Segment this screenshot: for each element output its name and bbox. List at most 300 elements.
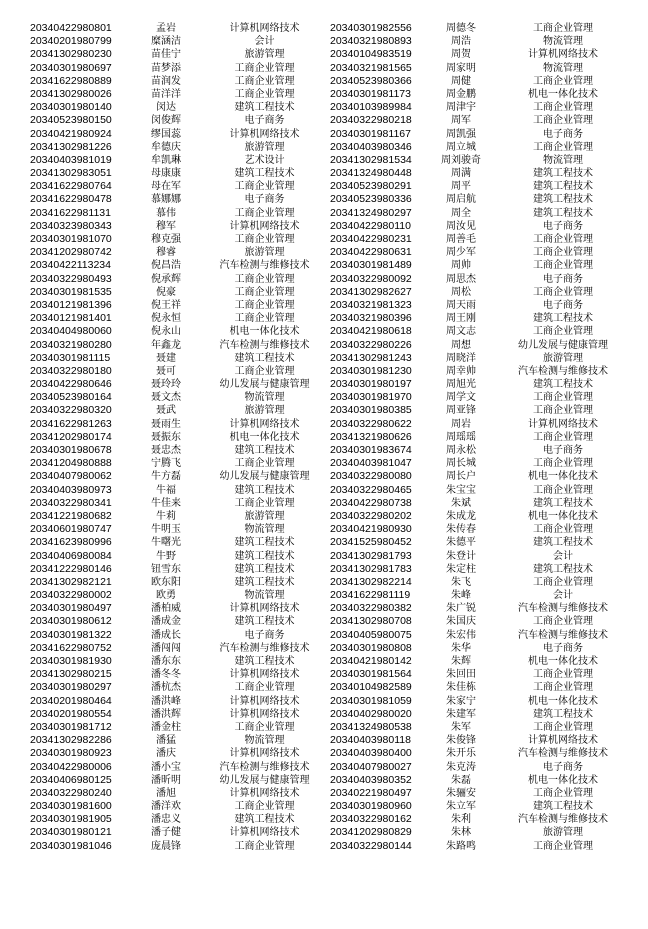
student-id-cell: 20341302982286: [30, 734, 112, 747]
student-name-cell: 周贺: [451, 49, 471, 61]
student-id-cell: 20340422980631: [330, 246, 412, 259]
student-id-cell: 20340422113234: [30, 259, 111, 272]
table-row: [30, 708, 327, 721]
student-id-cell: 20340403981047: [330, 457, 412, 470]
student-id-cell: 20340403981019: [30, 153, 112, 166]
student-name-cell: 欧勇: [156, 590, 176, 602]
student-id-cell: 20341321980626: [330, 430, 412, 443]
right-column: [330, 22, 638, 853]
student-name-cell: 周瑶瑶: [446, 431, 476, 443]
table-row: [330, 75, 638, 88]
table-row: [30, 325, 327, 338]
student-id-cell: 20341302981226: [30, 140, 112, 153]
table-row: [30, 154, 327, 167]
student-name-cell: 周家明: [446, 62, 476, 74]
student-name-cell: 倪豪: [156, 286, 176, 298]
major-cell: 建筑工程技术: [533, 207, 593, 219]
student-id-cell: 20340301980140: [30, 101, 112, 114]
student-name-cell: 糜涵洁: [151, 36, 181, 48]
student-name-cell: 牛莉: [156, 510, 176, 522]
table-row: [330, 813, 638, 826]
student-id-cell: 20340406980084: [30, 549, 112, 562]
student-id-cell: 20341622981131: [30, 206, 111, 219]
student-id-cell: 20340403980118: [330, 734, 411, 747]
major-cell: 工商企业管理: [234, 286, 295, 298]
student-name-cell: 潘子健: [151, 827, 181, 839]
major-cell: 工商企业管理: [533, 102, 593, 114]
student-name-cell: 周长城: [446, 458, 476, 470]
table-row: [30, 352, 327, 365]
table-row: [30, 88, 327, 101]
table-row: [30, 141, 327, 154]
student-name-cell: 潘东东: [151, 656, 181, 667]
major-cell: 工商企业管理: [533, 669, 593, 681]
student-name-cell: 周天雨: [446, 299, 476, 311]
student-id-cell: 20341302980215: [30, 668, 112, 681]
table-row: [330, 602, 638, 615]
student-id-cell: 20340523980336: [330, 193, 412, 206]
student-name-cell: 朱立军: [446, 801, 476, 813]
table-row: [330, 325, 638, 338]
student-name-cell: 周健: [451, 75, 471, 87]
table-row: [330, 48, 638, 61]
student-id-cell: 20340301981059: [330, 694, 412, 707]
table-row: [30, 259, 327, 272]
student-id-cell: 20340421980924: [30, 127, 112, 140]
major-cell: 幼儿发展与健康管理: [219, 379, 310, 391]
table-row: [30, 457, 327, 470]
table-row: [330, 114, 638, 127]
major-cell: 物流管理: [244, 590, 285, 602]
student-id-cell: 20340104982589: [330, 681, 412, 694]
student-id-cell: 20341622981119: [330, 589, 411, 602]
table-row: [330, 470, 638, 483]
student-id-cell: 20340321980280: [30, 338, 112, 351]
major-cell: 工商企业管理: [234, 682, 295, 694]
major-cell: 工商企业管理: [533, 260, 593, 272]
major-cell: 工商企业管理: [533, 616, 593, 628]
student-id-cell: 20340322980226: [330, 338, 412, 351]
table-row: [330, 826, 638, 839]
student-name-cell: 宁腾飞: [151, 458, 181, 470]
student-name-cell: 聂振东: [151, 431, 181, 443]
table-row: [30, 418, 327, 431]
major-cell: 计算机网络技术: [229, 748, 300, 760]
table-row: [330, 101, 638, 114]
student-name-cell: 聂忠杰: [151, 445, 181, 456]
student-name-cell: 倪永恒: [151, 313, 181, 325]
major-cell: 汽车检测与维修技术: [219, 260, 310, 272]
table-row: [330, 787, 638, 800]
student-id-cell: 20340322980202: [330, 509, 412, 522]
table-row: [30, 35, 327, 48]
major-cell: 工商企业管理: [234, 497, 295, 509]
major-cell: 旅游管理: [244, 49, 285, 61]
student-name-cell: 朱峰: [451, 590, 471, 602]
student-id-cell: 20340404980060: [30, 325, 112, 338]
major-cell: 工商企业管理: [234, 207, 295, 219]
major-cell: 物流管理: [543, 36, 583, 48]
student-id-cell: 20340321981565: [330, 61, 412, 74]
major-cell: 建筑工程技术: [234, 616, 295, 628]
student-id-cell: 20340322980341: [30, 496, 112, 509]
table-row: [30, 629, 327, 642]
major-cell: 汽车检测与维修技术: [219, 761, 310, 773]
table-row: [330, 62, 638, 75]
major-cell: 计算机网络技术: [229, 603, 300, 615]
table-row: [30, 62, 327, 75]
table-row: [330, 431, 638, 444]
table-row: [30, 510, 327, 523]
table-row: [330, 154, 638, 167]
student-id-cell: 20341525980452: [330, 536, 412, 549]
student-id-cell: 20341202980742: [30, 246, 112, 259]
student-name-cell: 朱广锐: [446, 603, 476, 615]
table-row: [30, 774, 327, 787]
student-id-cell: 20340301980197: [330, 378, 412, 391]
student-name-cell: 周幸帅: [446, 365, 476, 377]
student-id-cell: 20340301980808: [330, 641, 412, 654]
student-name-cell: 周思杰: [446, 273, 476, 285]
major-cell: 汽车检测与维修技术: [518, 603, 608, 615]
student-id-cell: 20340301980960: [330, 800, 412, 813]
major-cell: 工商企业管理: [533, 75, 593, 87]
student-name-cell: 孟岩: [156, 23, 176, 34]
student-name-cell: 倪王祥: [151, 299, 181, 311]
major-cell: 电子商务: [543, 128, 583, 140]
major-cell: 工商企业管理: [234, 365, 295, 377]
student-name-cell: 周旭光: [446, 379, 476, 391]
student-name-cell: 朱建军: [446, 708, 476, 720]
major-cell: 物流管理: [543, 62, 583, 74]
student-name-cell: 聂文杰: [151, 392, 181, 404]
student-name-cell: 慕娜娜: [151, 194, 181, 206]
major-cell: 工商企业管理: [533, 787, 593, 799]
student-name-cell: 周凯强: [446, 128, 476, 140]
student-name-cell: 年鑫龙: [151, 339, 181, 351]
student-id-cell: 20341222980146: [30, 562, 112, 575]
major-cell: 工商企业管理: [533, 141, 593, 153]
table-row: [330, 655, 638, 668]
major-cell: 计算机网络技术: [229, 128, 300, 140]
major-cell: 建筑工程技术: [234, 445, 295, 456]
major-cell: 物流管理: [543, 154, 583, 166]
student-name-cell: 周浩: [451, 36, 471, 48]
major-cell: 机电一体化技术: [229, 326, 300, 338]
table-row: [330, 444, 638, 457]
major-cell: 计算机网络技术: [229, 23, 300, 34]
table-row: [30, 180, 327, 193]
student-name-cell: 朱成龙: [446, 510, 476, 522]
student-name-cell: 周学文: [446, 392, 476, 404]
table-row: [330, 734, 638, 747]
major-cell: 工商企业管理: [533, 682, 593, 694]
student-id-cell: 20340322980622: [330, 417, 412, 430]
student-name-cell: 母在军: [151, 181, 181, 193]
student-name-cell: 潘洪辉: [151, 708, 181, 720]
student-id-cell: 20340301981712: [30, 720, 112, 733]
table-row: [330, 259, 638, 272]
major-cell: 机电一体化技术: [528, 695, 598, 707]
table-row: [330, 550, 638, 563]
student-id-cell: 20341302983051: [30, 167, 112, 180]
student-name-cell: 聂雨生: [151, 418, 181, 430]
student-id-cell: 20341221980682: [30, 509, 112, 522]
student-name-cell: 周全: [451, 207, 471, 219]
student-name-cell: 朱开乐: [446, 748, 476, 760]
student-name-cell: 周长户: [446, 471, 476, 483]
student-id-cell: 20341324980448: [330, 167, 412, 180]
student-name-cell: 钮雪东: [151, 563, 181, 575]
student-id-cell: 20340422980646: [30, 378, 112, 391]
student-id-cell: 20340422980738: [330, 496, 412, 509]
student-id-cell: 20340403980352: [330, 773, 412, 786]
table-row: [30, 497, 327, 510]
table-row: [30, 128, 327, 141]
major-cell: 工商企业管理: [533, 721, 593, 733]
student-name-cell: 周善毛: [446, 234, 476, 245]
student-id-cell: 20340322980092: [330, 272, 412, 285]
student-id-cell: 20340301983674: [330, 444, 412, 456]
student-id-cell: 20340321980396: [330, 312, 412, 325]
student-id-cell: 20340301981930: [30, 655, 112, 667]
student-name-cell: 闵俊辉: [151, 115, 181, 127]
student-id-cell: 20341302981793: [330, 549, 412, 562]
student-id-cell: 20340221980497: [330, 786, 412, 799]
student-name-cell: 母康康: [151, 168, 181, 180]
student-name-cell: 朱磊: [451, 774, 471, 786]
table-row: [330, 761, 638, 774]
major-cell: 物流管理: [244, 392, 285, 404]
student-id-cell: 20340322980180: [30, 364, 112, 377]
table-row: [30, 233, 327, 246]
table-row: [330, 615, 638, 628]
student-name-cell: 聂可: [156, 365, 176, 377]
table-row: [30, 286, 327, 299]
student-name-cell: 庞晨锋: [151, 840, 181, 852]
student-id-cell: 20340301980121: [30, 826, 112, 839]
table-row: [330, 378, 638, 391]
major-cell: 建筑工程技术: [234, 102, 295, 114]
table-row: [330, 800, 638, 813]
table-row: [330, 312, 638, 325]
student-id-cell: 20341623980996: [30, 536, 112, 549]
table-row: [30, 167, 327, 180]
major-cell: 建筑工程技术: [533, 497, 593, 509]
major-cell: 会计: [254, 36, 275, 48]
student-name-cell: 朱斌: [451, 497, 471, 509]
student-name-cell: 周立城: [446, 141, 476, 153]
left-column: [30, 22, 327, 853]
student-name-cell: 朱军: [451, 721, 471, 733]
student-name-cell: 潘洋欢: [151, 801, 181, 813]
student-id-cell: 20340104983519: [330, 48, 412, 61]
student-name-cell: 朱飞: [451, 576, 471, 588]
major-cell: 建筑工程技术: [234, 352, 295, 364]
table-row: [30, 75, 327, 88]
major-cell: 工商企业管理: [234, 299, 295, 311]
major-cell: 建筑工程技术: [234, 168, 295, 180]
major-cell: 计算机网络技术: [229, 220, 300, 232]
table-row: [30, 523, 327, 536]
student-id-cell: 20340201980799: [30, 35, 112, 48]
table-row: [330, 484, 638, 497]
student-name-cell: 闵达: [156, 102, 176, 114]
student-id-cell: 20341302981783: [330, 562, 412, 575]
student-name-cell: 牛福: [156, 484, 176, 496]
table-row: [30, 484, 327, 497]
major-cell: 电子商务: [543, 445, 583, 456]
table-row: [330, 681, 638, 694]
student-name-cell: 朱宝宝: [446, 484, 476, 496]
major-cell: 机电一体化技术: [528, 774, 598, 786]
student-name-cell: 周津宇: [446, 102, 476, 114]
student-id-cell: 20340403980400: [330, 747, 412, 760]
student-name-cell: 周帅: [451, 260, 471, 272]
student-name-cell: 周刘骏奇: [441, 154, 481, 166]
student-name-cell: 周永松: [446, 445, 476, 456]
student-id-cell: 20340407980027: [330, 760, 412, 773]
major-cell: 机电一体化技术: [229, 431, 300, 443]
major-cell: 工商企业管理: [234, 313, 295, 325]
table-row: [30, 655, 327, 668]
student-name-cell: 潘洪峰: [151, 695, 181, 707]
major-cell: 旅游管理: [244, 510, 285, 522]
student-id-cell: 20340301981070: [30, 233, 112, 245]
student-name-cell: 慕伟: [156, 207, 176, 219]
major-cell: 电子商务: [543, 273, 583, 285]
major-cell: 汽车检测与维修技术: [219, 339, 310, 351]
major-cell: 机电一体化技术: [528, 510, 598, 522]
table-row: [330, 747, 638, 760]
student-id-cell: 20340421980142: [330, 655, 412, 667]
student-name-cell: 周军: [451, 115, 471, 127]
student-name-cell: 牛佳来: [151, 497, 181, 509]
major-cell: 工商企业管理: [234, 273, 295, 285]
major-cell: 计算机网络技术: [229, 708, 300, 720]
table-row: [30, 404, 327, 417]
student-id-cell: 20340301980697: [30, 61, 112, 74]
table-row: [30, 378, 327, 391]
major-cell: 工商企业管理: [234, 458, 295, 470]
table-row: [30, 615, 327, 628]
table-row: [30, 101, 327, 114]
table-row: [330, 88, 638, 101]
table-row: [30, 220, 327, 233]
table-row: [330, 22, 638, 35]
major-cell: 幼儿发展与健康管理: [219, 471, 310, 483]
student-name-cell: 潘柏威: [151, 603, 181, 615]
student-id-cell: 20340301980678: [30, 444, 112, 456]
table-row: [330, 721, 638, 734]
student-name-cell: 潘小宝: [151, 761, 181, 773]
student-name-cell: 潘金柱: [151, 721, 181, 733]
major-cell: 工商企业管理: [234, 88, 295, 100]
student-name-cell: 朱传春: [446, 524, 476, 536]
major-cell: 工商企业管理: [533, 286, 593, 298]
table-row: [30, 22, 327, 35]
table-row: [330, 457, 638, 470]
student-id-cell: 20340422980006: [30, 760, 112, 773]
table-row: [330, 233, 638, 246]
table-row: [30, 536, 327, 549]
student-id-cell: 20340301981564: [330, 668, 412, 681]
table-row: [30, 563, 327, 576]
student-name-cell: 潘旭: [156, 787, 176, 799]
student-id-cell: 20340523980164: [30, 391, 112, 404]
student-name-cell: 朱克涛: [446, 761, 476, 773]
table-row: [30, 550, 327, 563]
table-row: [330, 128, 638, 141]
student-id-cell: 20341302982121: [30, 575, 112, 588]
table-row: [330, 536, 638, 549]
student-name-cell: 潘庆: [156, 748, 176, 760]
student-id-cell: 20340406980125: [30, 773, 112, 786]
major-cell: 会计: [553, 590, 573, 602]
student-name-cell: 苗洋洋: [151, 88, 181, 100]
major-cell: 物流管理: [244, 735, 285, 747]
student-name-cell: 朱利: [451, 814, 471, 826]
student-id-cell: 20340322980382: [330, 602, 412, 615]
student-name-cell: 朱登计: [446, 550, 476, 562]
table-row: [330, 708, 638, 721]
table-row: [330, 840, 638, 853]
student-id-cell: 20340322980218: [330, 114, 412, 127]
table-row: [30, 312, 327, 325]
major-cell: 建筑工程技术: [533, 194, 593, 206]
student-name-cell: 穆军: [156, 220, 176, 232]
major-cell: 旅游管理: [244, 405, 285, 417]
table-row: [330, 418, 638, 431]
student-name-cell: 周晓洋: [446, 352, 476, 364]
major-cell: 建筑工程技术: [234, 550, 295, 562]
major-cell: 物流管理: [244, 524, 285, 536]
major-cell: 建筑工程技术: [234, 576, 295, 588]
student-id-cell: 20340301981905: [30, 813, 112, 826]
student-name-cell: 潘冬冬: [151, 669, 181, 681]
table-row: [330, 668, 638, 681]
student-id-cell: 20341302981243: [330, 351, 412, 364]
student-name-cell: 周岩: [451, 418, 471, 430]
table-row: [330, 246, 638, 259]
table-row: [30, 602, 327, 615]
major-cell: 计算机网络技术: [229, 669, 300, 681]
major-cell: 汽车检测与维修技术: [518, 365, 608, 377]
table-row: [30, 444, 327, 457]
major-cell: 建筑工程技术: [234, 563, 295, 575]
major-cell: 电子商务: [543, 220, 583, 232]
student-name-cell: 周汝见: [446, 220, 476, 232]
student-name-cell: 周松: [451, 286, 471, 298]
student-name-cell: 朱佳栋: [446, 682, 476, 694]
major-cell: 汽车检测与维修技术: [518, 748, 608, 760]
student-name-cell: 朱德平: [446, 537, 476, 549]
major-cell: 建筑工程技术: [533, 313, 593, 325]
student-name-cell: 倪承辉: [151, 273, 181, 285]
table-row: [30, 576, 327, 589]
major-cell: 建筑工程技术: [533, 181, 593, 193]
major-cell: 计算机网络技术: [229, 827, 300, 839]
table-row: [330, 207, 638, 220]
table-row: [330, 273, 638, 286]
student-id-cell: 20341324980297: [330, 206, 412, 219]
student-id-cell: 20340301981535: [30, 285, 112, 298]
table-row: [330, 589, 638, 602]
student-name-cell: 朱骊安: [446, 787, 476, 799]
student-id-cell: 20340301980297: [30, 681, 112, 694]
table-row: [30, 642, 327, 655]
student-name-cell: 周王刚: [446, 313, 476, 325]
